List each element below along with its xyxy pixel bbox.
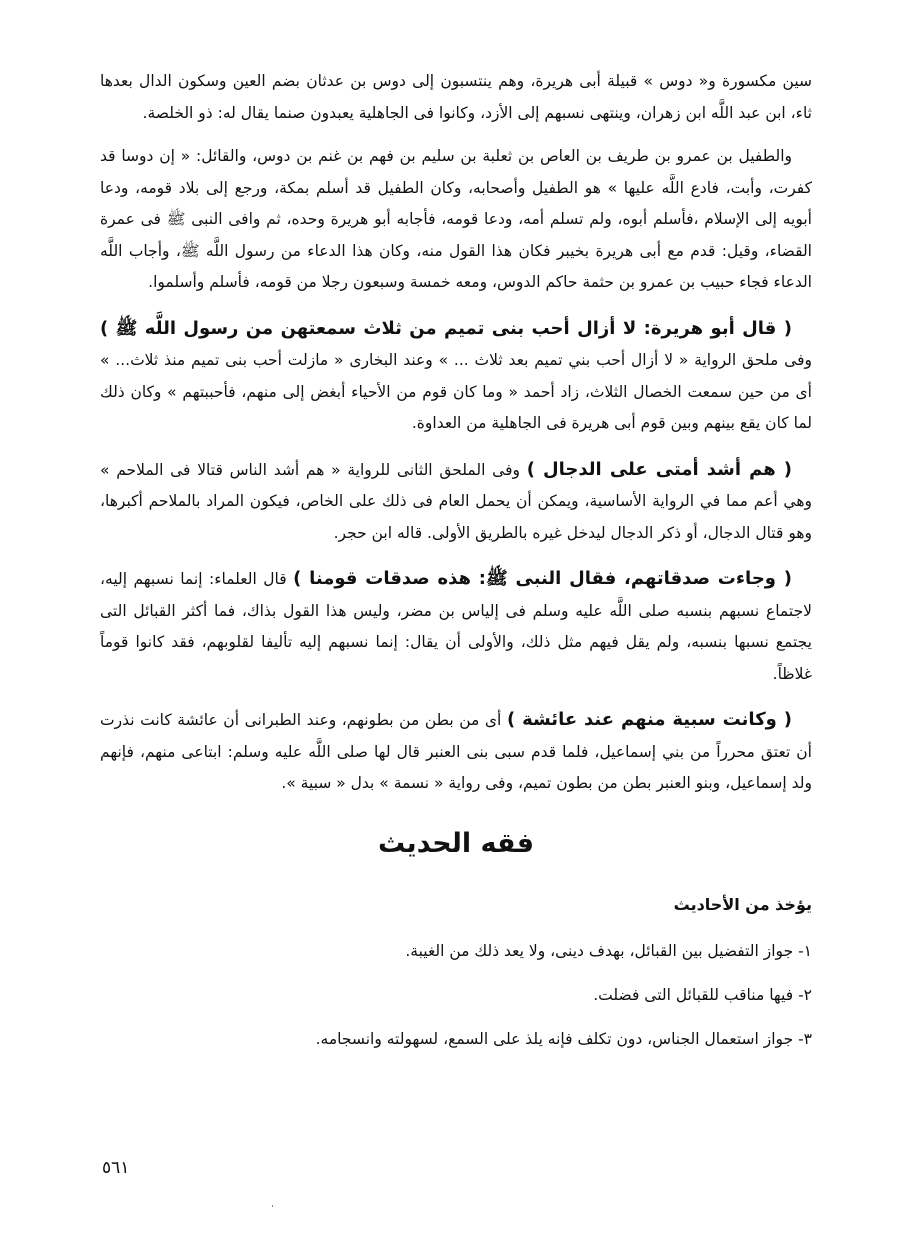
list-item: ١- جواز التفضيل بين القبائل، بهدف دينى، ولا يعد ذلك من الغيبة. [405, 941, 812, 960]
paragraph-text: سين مكسورة و« دوس » قبيلة أبى هريرة، وهم ينتسبون إلى دوس بن عدثان بضم العين وسكون الدال بعدها ثاء، ابن عبد اللَّه ابن زهران، وينتهى نسبهم إلى الأزد، وكانوا فى الجاهلية يعبدون صنما يقال له: ذو الخلصة. [100, 72, 812, 122]
hadith-quote-heading: ( قال أبو هريرة: لا أزال أحب بنى تميم من ثلاث سمعتهن من رسول اللَّه ﷺ ) [100, 317, 792, 339]
paragraph-text: والطفيل بن عمرو بن طريف بن العاص بن ثعلبة بن سليم بن فهم بن غنم بن دوس، والقائل: « إن دوسا قد كفرت، وأبت، فادع اللَّه عليها » هو الطفيل وأصحابه، وكان الطفيل قد أسلم بمكة، ورجع إلى بلاد قومه، ودعا أبويه إلى الإسلام ،فأسلم أبوه، ولم تسلم أمه، ودعا قومه، فأجابه أبو هريرة وحده، ثم وافى النبى ﷺ فى عمرة القضاء، وقيل: قدم مع أبى هريرة بخيبر فكان هذا القول منه، وكان هذا الدعاء من رسول اللَّه ﷺ، وأجاب اللَّه الدعاء فجاء حبيب بن عمرو بن حثمة حاكم الدوس، ومعه خمسة وسبعون رجلا من قومه، فأسلم وأسلموا. [100, 147, 812, 291]
paragraph-text: وفى الملحق الثانى للرواية « هم أشد الناس قتالا فى الملاحم » وهي أعم مما في الرواية الأساسية، ويمكن أن يحمل العام فى ذلك على الخاص، فيكون المراد بالملاحم أكبرها، وهو قتال الدجال، أو ذكر الدجال ليدخل غيره بالطريق الأولى. قاله ابن حجر. [100, 460, 812, 542]
paragraph-text: أى من بطن من بطونهم، وعند الطبرانى أن عائشة كانت نذرت أن تعتق محرراً من بني إسماعيل، فلما قدم سبى بنى العنبر قال لها صلى اللَّه عليه وسلم: ابتاعى منهم، فإنهم ولد إسماعيل، وبنو العنبر بطن من بطون تميم، وفى رواية « نسمة » بدل « سبية ». [100, 711, 812, 792]
page-number: ٥٦١ [102, 1158, 130, 1178]
paragraph-dous-tribe [100, 66, 812, 129]
document-page [100, 66, 812, 1068]
section-title: فقه الحديث [377, 827, 535, 859]
list-item: ٢- فيها مناقب للقبائل التى فضلت. [593, 985, 812, 1004]
paragraph-dajjal [100, 454, 812, 550]
hadith-quote-heading: ( وجاءت صدقاتهم، فقال النبى ﷺ: هذه صدقات قومنا ) [293, 568, 792, 589]
hadith-quote-heading: ( وكانت سبية منهم عند عائشة ) [506, 709, 792, 730]
list-item: ٣- جواز استعمال الجناس، دون تكلف فإنه يلذ على السمع، لسهولته وانسجامه. [315, 1029, 812, 1048]
hadith-quote-heading: ( هم أشد أمتى على الدجال ) [526, 458, 793, 480]
paragraph-sabiyya [100, 704, 812, 800]
paragraph-tufail [100, 141, 812, 299]
paragraph-text: وفى ملحق الرواية « لا أزال أحب بني تميم بعد ثلاث ... » وعند البخارى « مازلت أحب بنى تميم منذ ثلاث... » أى من حين سمعت الخصال الثلاث، زاد أحمد « وما كان قوم من الأحياء أبغض إلى منهم، فأحببتهم » وكان ذلك لما كان يقع بينهم وبين قوم أبى هريرة فى الجاهلية من العداوة. [100, 351, 812, 432]
paragraph-bani-tamim [100, 313, 812, 440]
sub-heading: يؤخذ من الأحاديث [673, 894, 812, 914]
paragraph-sadaqat [100, 563, 812, 690]
paragraph-text: قال العلماء: إنما نسبهم إليه، لاجتماع نسبهم بنسبه صلى اللَّه عليه وسلم فى إلياس بن مضر، وليس هذا القول بذاك، فما أكثر القبائل التى يجتمع نسبها بنسبه، ولم يقل فيهم مثل ذلك، والأولى أن يقال: إنما نسبهم إليه تأليفا لقلوبهم، فقد كانوا قوماً غلاظاً. [100, 570, 812, 683]
scan-speck [272, 1205, 273, 1207]
